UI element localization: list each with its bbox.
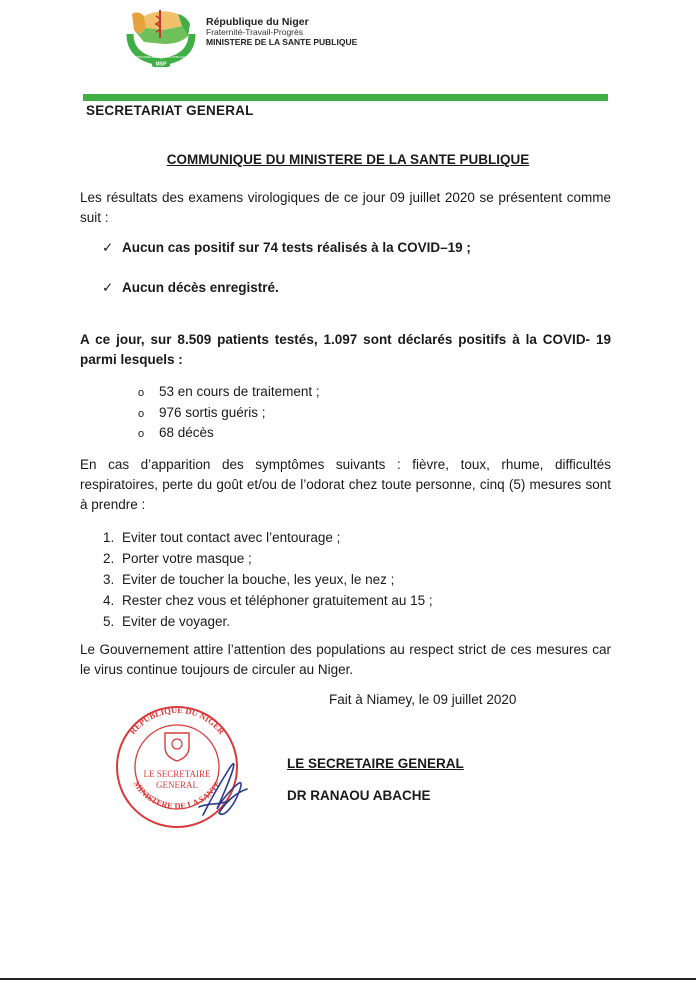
ministry-logo xyxy=(124,8,198,68)
check-item xyxy=(102,240,471,256)
list-number: 4. xyxy=(103,593,115,608)
list-item-text: 68 décès xyxy=(159,425,214,440)
coat-of-arms-icon xyxy=(165,733,189,761)
country-name: République du Niger xyxy=(206,16,309,28)
list-item xyxy=(138,382,320,403)
letterhead xyxy=(206,16,357,48)
checkmark-icon: ✓ xyxy=(102,280,114,295)
list-item-text: Eviter de voyager. xyxy=(122,614,231,629)
signatory-title: LE SECRETAIRE GENERAL xyxy=(287,756,464,771)
official-stamp-with-signature xyxy=(107,703,257,831)
intro-paragraph: Les résultats des examens virologiques de ce jour 09 juillet 2020 se présentent comme suit : xyxy=(80,190,611,225)
check-item xyxy=(102,280,279,296)
logo-ring-text: MINISTERE DE LA SANTE PUBLIQUE xyxy=(134,55,188,59)
circle-bullet-icon: o xyxy=(138,428,145,440)
list-item xyxy=(103,548,433,569)
list-item-text: Rester chez vous et téléphoner gratuitement au 15 ; xyxy=(122,593,433,608)
list-number: 3. xyxy=(103,572,115,587)
national-motto: Fraternité-Travail-Progrès xyxy=(206,27,303,38)
department-label: SECRETARIAT GENERAL xyxy=(86,103,254,118)
symptoms-paragraph: En cas d’apparition des symptômes suivants : fièvre, toux, rhume, difficultés respiratoires, perte du goût et/ou de l’odorat chez toute personne, cinq (5) mesures sont à prendre : xyxy=(80,457,611,512)
list-number: 1. xyxy=(103,530,115,545)
place-and-date: Fait à Niamey, le 09 juillet 2020 xyxy=(329,692,517,707)
list-item-text: 976 sortis guéris ; xyxy=(159,404,266,420)
summary-paragraph: A ce jour, sur 8.509 patients testés, 1.097 sont déclarés positifs à la COVID- 19 parmi lesquels : xyxy=(80,332,611,367)
case-breakdown-list xyxy=(138,382,320,444)
circle-bullet-icon: o xyxy=(138,407,145,420)
checkmark-icon: ✓ xyxy=(102,240,114,255)
stamp-center-line1: LE SECRETAIRE xyxy=(143,769,211,779)
green-header-rule xyxy=(83,94,608,101)
list-number: 5. xyxy=(103,614,115,629)
closing-paragraph: Le Gouvernement attire l’attention des populations au respect strict de ces mesures car le virus continue toujours de circuler au Niger. xyxy=(80,642,611,677)
signatory-name: DR RANAOU ABACHE xyxy=(287,788,431,803)
stamp-ring-top-text: REPUBLIQUE DU NIGER xyxy=(127,704,227,737)
list-item-text: Porter votre masque ; xyxy=(122,551,252,566)
list-item xyxy=(138,423,320,444)
scan-edge-line xyxy=(0,978,696,980)
list-number: 2. xyxy=(103,551,115,566)
ministry-name: MINISTERE DE LA SANTE PUBLIQUE xyxy=(206,36,358,47)
list-item xyxy=(103,611,433,632)
list-item xyxy=(103,527,433,548)
svg-text:REPUBLIQUE DU NIGER xyxy=(127,705,227,737)
list-item xyxy=(103,590,433,611)
circle-bullet-icon: o xyxy=(138,387,145,399)
measures-list xyxy=(103,527,433,632)
list-item-text: Eviter tout contact avec l’entourage ; xyxy=(122,530,341,545)
list-item xyxy=(103,569,433,590)
document-title: COMMUNIQUE DU MINISTERE DE LA SANTE PUBLIQUE xyxy=(166,152,530,167)
list-item-text: 53 en cours de traitement ; xyxy=(159,384,320,399)
stamp-ring-bottom-text: MINISTERE DE LA SANTE xyxy=(131,778,223,812)
logo-msp-text: MSP xyxy=(155,61,167,68)
list-item-text: Eviter de toucher la bouche, les yeux, le nez ; xyxy=(122,572,395,587)
check-item-text: Aucun cas positif sur 74 tests réalisés à la COVID–19 ; xyxy=(122,240,471,255)
check-item-text: Aucun décès enregistré. xyxy=(122,280,279,295)
stamp-center-line2: GENERAL xyxy=(156,780,198,790)
list-item xyxy=(138,403,320,424)
